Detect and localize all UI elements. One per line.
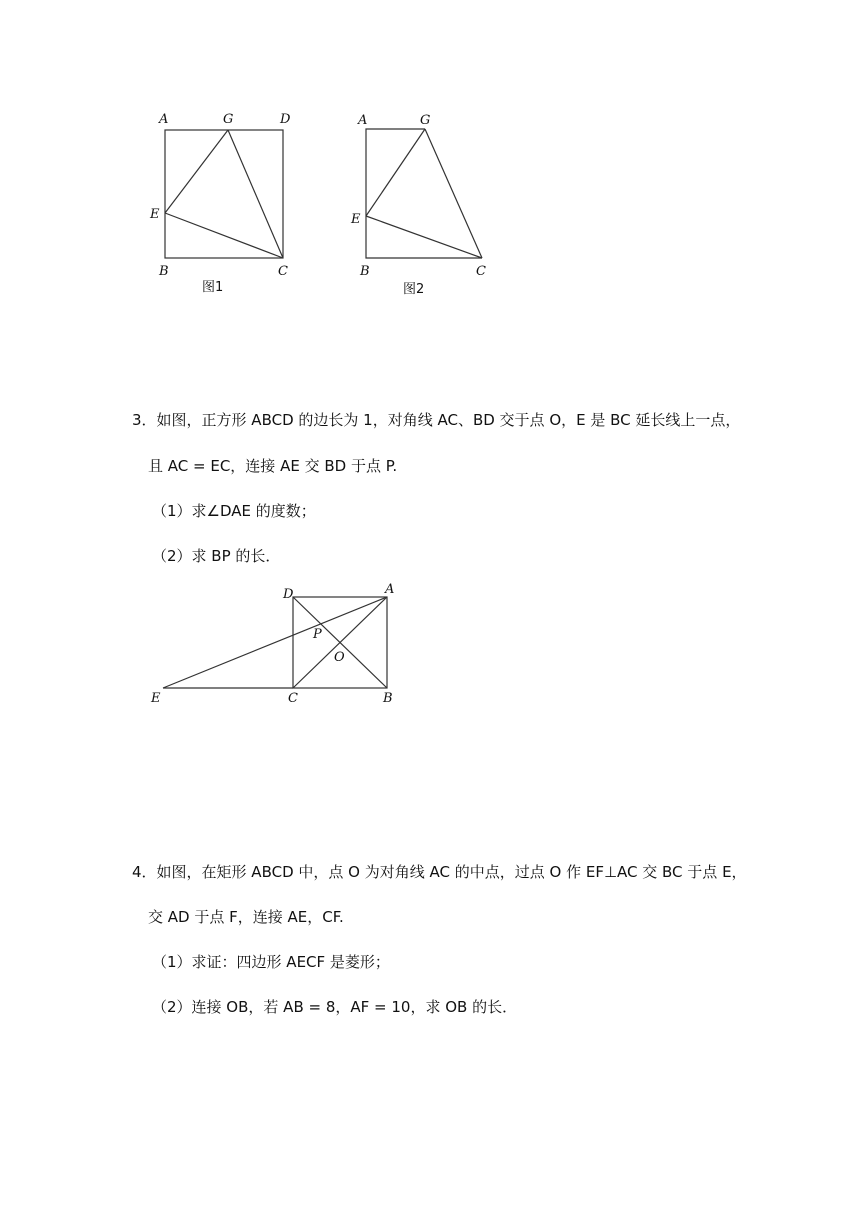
problem-4-line-2: 交 AD 于点 F，连接 AE，CF. (148, 908, 344, 926)
square-abcd (165, 130, 283, 258)
segment-ab-line (366, 129, 482, 258)
label-a: A (385, 582, 395, 597)
label-p: P (313, 627, 322, 642)
problem-4-line-1: 4．如图，在矩形 ABCD 中，点 O 为对角线 AC 的中点，过点 O 作 EF⊥AC 交 BC 于点 E， (132, 863, 747, 881)
label-b: B (159, 264, 169, 279)
problem-3-question-2: （2）求 BP 的长． (152, 547, 281, 565)
segment-gc (228, 130, 283, 258)
caption-fig2: 图2 (403, 282, 425, 297)
problem-3-line-2: 且 AC = EC，连接 AE 交 BD 于点 P. (148, 457, 398, 475)
caption-fig1: 图1 (202, 280, 224, 295)
label-e: E (151, 691, 161, 706)
segment-gc (425, 129, 482, 258)
label-e: E (150, 207, 160, 222)
label-b: B (360, 264, 370, 279)
problem-3-line-1: 3．如图，正方形 ABCD 的边长为 1，对角线 AC、BD 交于点 O，E 是 BC 延长线上一点， (132, 411, 741, 429)
segment-eg (366, 129, 425, 216)
label-a: A (159, 112, 169, 127)
problem-4-question-1: （1）求证：四边形 AECF 是菱形； (152, 953, 390, 971)
label-d: D (283, 587, 294, 602)
label-c: C (476, 264, 486, 279)
label-b: B (383, 691, 393, 706)
figure-problem-3 (145, 578, 415, 713)
segment-ea (163, 597, 387, 688)
segment-ec (366, 216, 482, 258)
segment-eg (165, 130, 228, 213)
label-d: D (280, 112, 291, 127)
label-c: C (288, 691, 298, 706)
label-a: A (358, 113, 368, 128)
problem-4-question-2: （2）连接 OB，若 AB = 8，AF = 10，求 OB 的长． (152, 998, 518, 1016)
label-g: G (420, 113, 431, 128)
problem-3-question-1: （1）求∠DAE 的度数； (152, 502, 316, 520)
figure-2 (340, 105, 510, 305)
label-e: E (351, 212, 361, 227)
label-c: C (278, 264, 288, 279)
label-g: G (223, 112, 234, 127)
segment-ec (165, 213, 283, 258)
label-o: O (334, 650, 345, 665)
figure-1 (140, 105, 310, 300)
